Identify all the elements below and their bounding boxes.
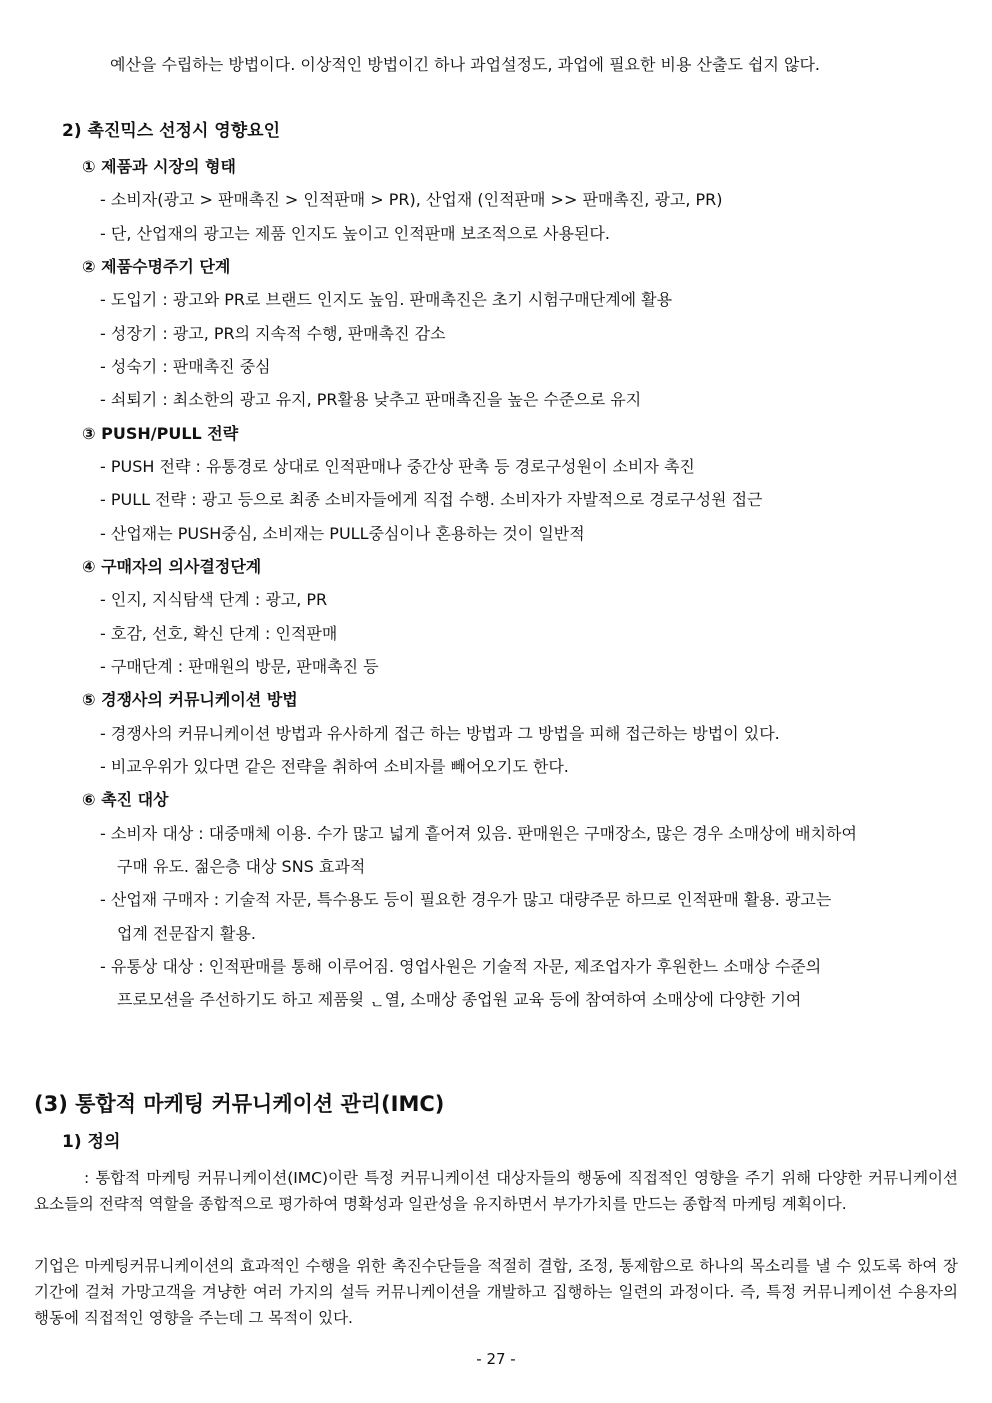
process-paragraph: 기업은 마케팅커뮤니케이션의 효과적인 수행을 위한 촉진수단들을 적절히 결합, 조정, 통제함으로 하나의 목소리를 낼 수 있도록 하여 장기간에 걸쳐 가망고객을 겨냥한 여러 가지의 설득 커뮤니케이션을 개발하고 집행하는 일련의 과정이다. 즉, 특정 커뮤니케이션 수용자의 행동에 직접적인 영향을 주는데 그 목적이 있다. [34, 1257, 958, 1327]
bullet-item: - PUSH 전략 : 유통경로 상대로 인적판매나 중간상 판촉 등 경로구성원이 소비자 촉진 [100, 457, 695, 476]
bullet-item: - 단, 산업재의 광고는 제품 인지도 높이고 인적판매 보조적으로 사용된다. [100, 224, 610, 243]
subheading-competitor-communication: ⑤ 경쟁사의 커뮤니케이션 방법 [82, 690, 298, 709]
bullet-item: - 산업재 구매자 : 기술적 자문, 특수용도 등이 필요한 경우가 많고 대량주문 하므로 인적판매 활용. 광고는 [100, 890, 832, 909]
bullet-item: - 인지, 지식탐색 단계 : 광고, PR [100, 590, 328, 609]
subsection-heading-definition: 1) 정의 [62, 1132, 121, 1152]
bullet-item: - 성장기 : 광고, PR의 지속적 수행, 판매촉진 감소 [100, 324, 446, 343]
definition-paragraph: : 통합적 마케팅 커뮤니케이션(IMC)이란 특정 커뮤니케이션 대상자들의 행동에 직접적인 영향을 주기 위해 다양한 커뮤니케이션 요소들의 전략적 역할을 종합적으로 평가하여 명확성과 일관성을 유지하면서 부가가치를 만드는 종합적 마케팅 계획이다. [34, 1169, 958, 1213]
bullet-item: - 소비자(광고 > 판매촉진 > 인적판매 > PR), 산업재 (인적판매 >> 판매촉진, 광고, PR) [100, 190, 723, 209]
bullet-continuation: 업계 전문잡지 활용. [117, 924, 256, 943]
bullet-item: - 경쟁사의 커뮤니케이션 방법과 유사하게 접근 하는 방법과 그 방법을 피해 접근하는 방법이 있다. [100, 724, 780, 743]
bullet-continuation: 프로모션을 주선하기도 하고 제품읮 ᆫ열, 소매상 종업원 교육 등에 참여하여 소매상에 다양한 기여 [117, 990, 802, 1009]
subheading-product-market: ① 제품과 시장의 형태 [82, 157, 236, 176]
subheading-product-lifecycle: ② 제품수명주기 단계 [82, 257, 231, 276]
bullet-item: - 유통상 대상 : 인적판매를 통해 이루어짐. 영업사원은 기술적 자문, 제조업자가 후원한느 소매상 수준의 [100, 957, 822, 976]
section-heading-imc: (3) 통합적 마케팅 커뮤니케이션 관리(IMC) [34, 1092, 445, 1116]
subheading-buyer-decision: ④ 구매자의 의사결정단계 [82, 557, 262, 576]
intro-line: 예산을 수립하는 방법이다. 이상적인 방법이긴 하나 과업설정도, 과업에 필요한 비용 산출도 쉽지 않다. [110, 55, 820, 74]
bullet-item: - PULL 전략 : 광고 등으로 최종 소비자들에게 직접 수행. 소비자가 자발적으로 경로구성원 접근 [100, 490, 763, 509]
subheading-promotion-target: ⑥ 촉진 대상 [82, 790, 169, 809]
section-heading-influencing-factors: 2) 촉진믹스 선정시 영향요인 [62, 121, 280, 141]
page-number: - 27 - [476, 1350, 516, 1368]
bullet-item: - 소비자 대상 : 대중매체 이용. 수가 많고 넓게 흩어져 있음. 판매원은 구매장소, 많은 경우 소매상에 배치하여 [100, 824, 857, 843]
bullet-continuation: 구매 유도. 젊은층 대상 SNS 효과적 [117, 857, 366, 876]
bullet-item: - 쇠퇴기 : 최소한의 광고 유지, PR활용 낮추고 판매촉진을 높은 수준으로 유지 [100, 390, 642, 409]
bullet-item: - 비교우위가 있다면 같은 전략을 취하여 소비자를 빼어오기도 한다. [100, 757, 569, 776]
bullet-item: - 산업재는 PUSH중심, 소비재는 PULL중심이나 혼용하는 것이 일반적 [100, 524, 585, 543]
bullet-item: - 호감, 선호, 확신 단계 : 인적판매 [100, 624, 338, 643]
subheading-push-pull: ③ PUSH/PULL 전략 [82, 424, 239, 443]
bullet-item: - 성숙기 : 판매촉진 중심 [100, 357, 271, 376]
bullet-item: - 구매단계 : 판매원의 방문, 판매촉진 등 [100, 657, 379, 676]
bullet-item: - 도입기 : 광고와 PR로 브랜드 인지도 높임. 판매촉진은 초기 시험구매단계에 활용 [100, 290, 673, 309]
